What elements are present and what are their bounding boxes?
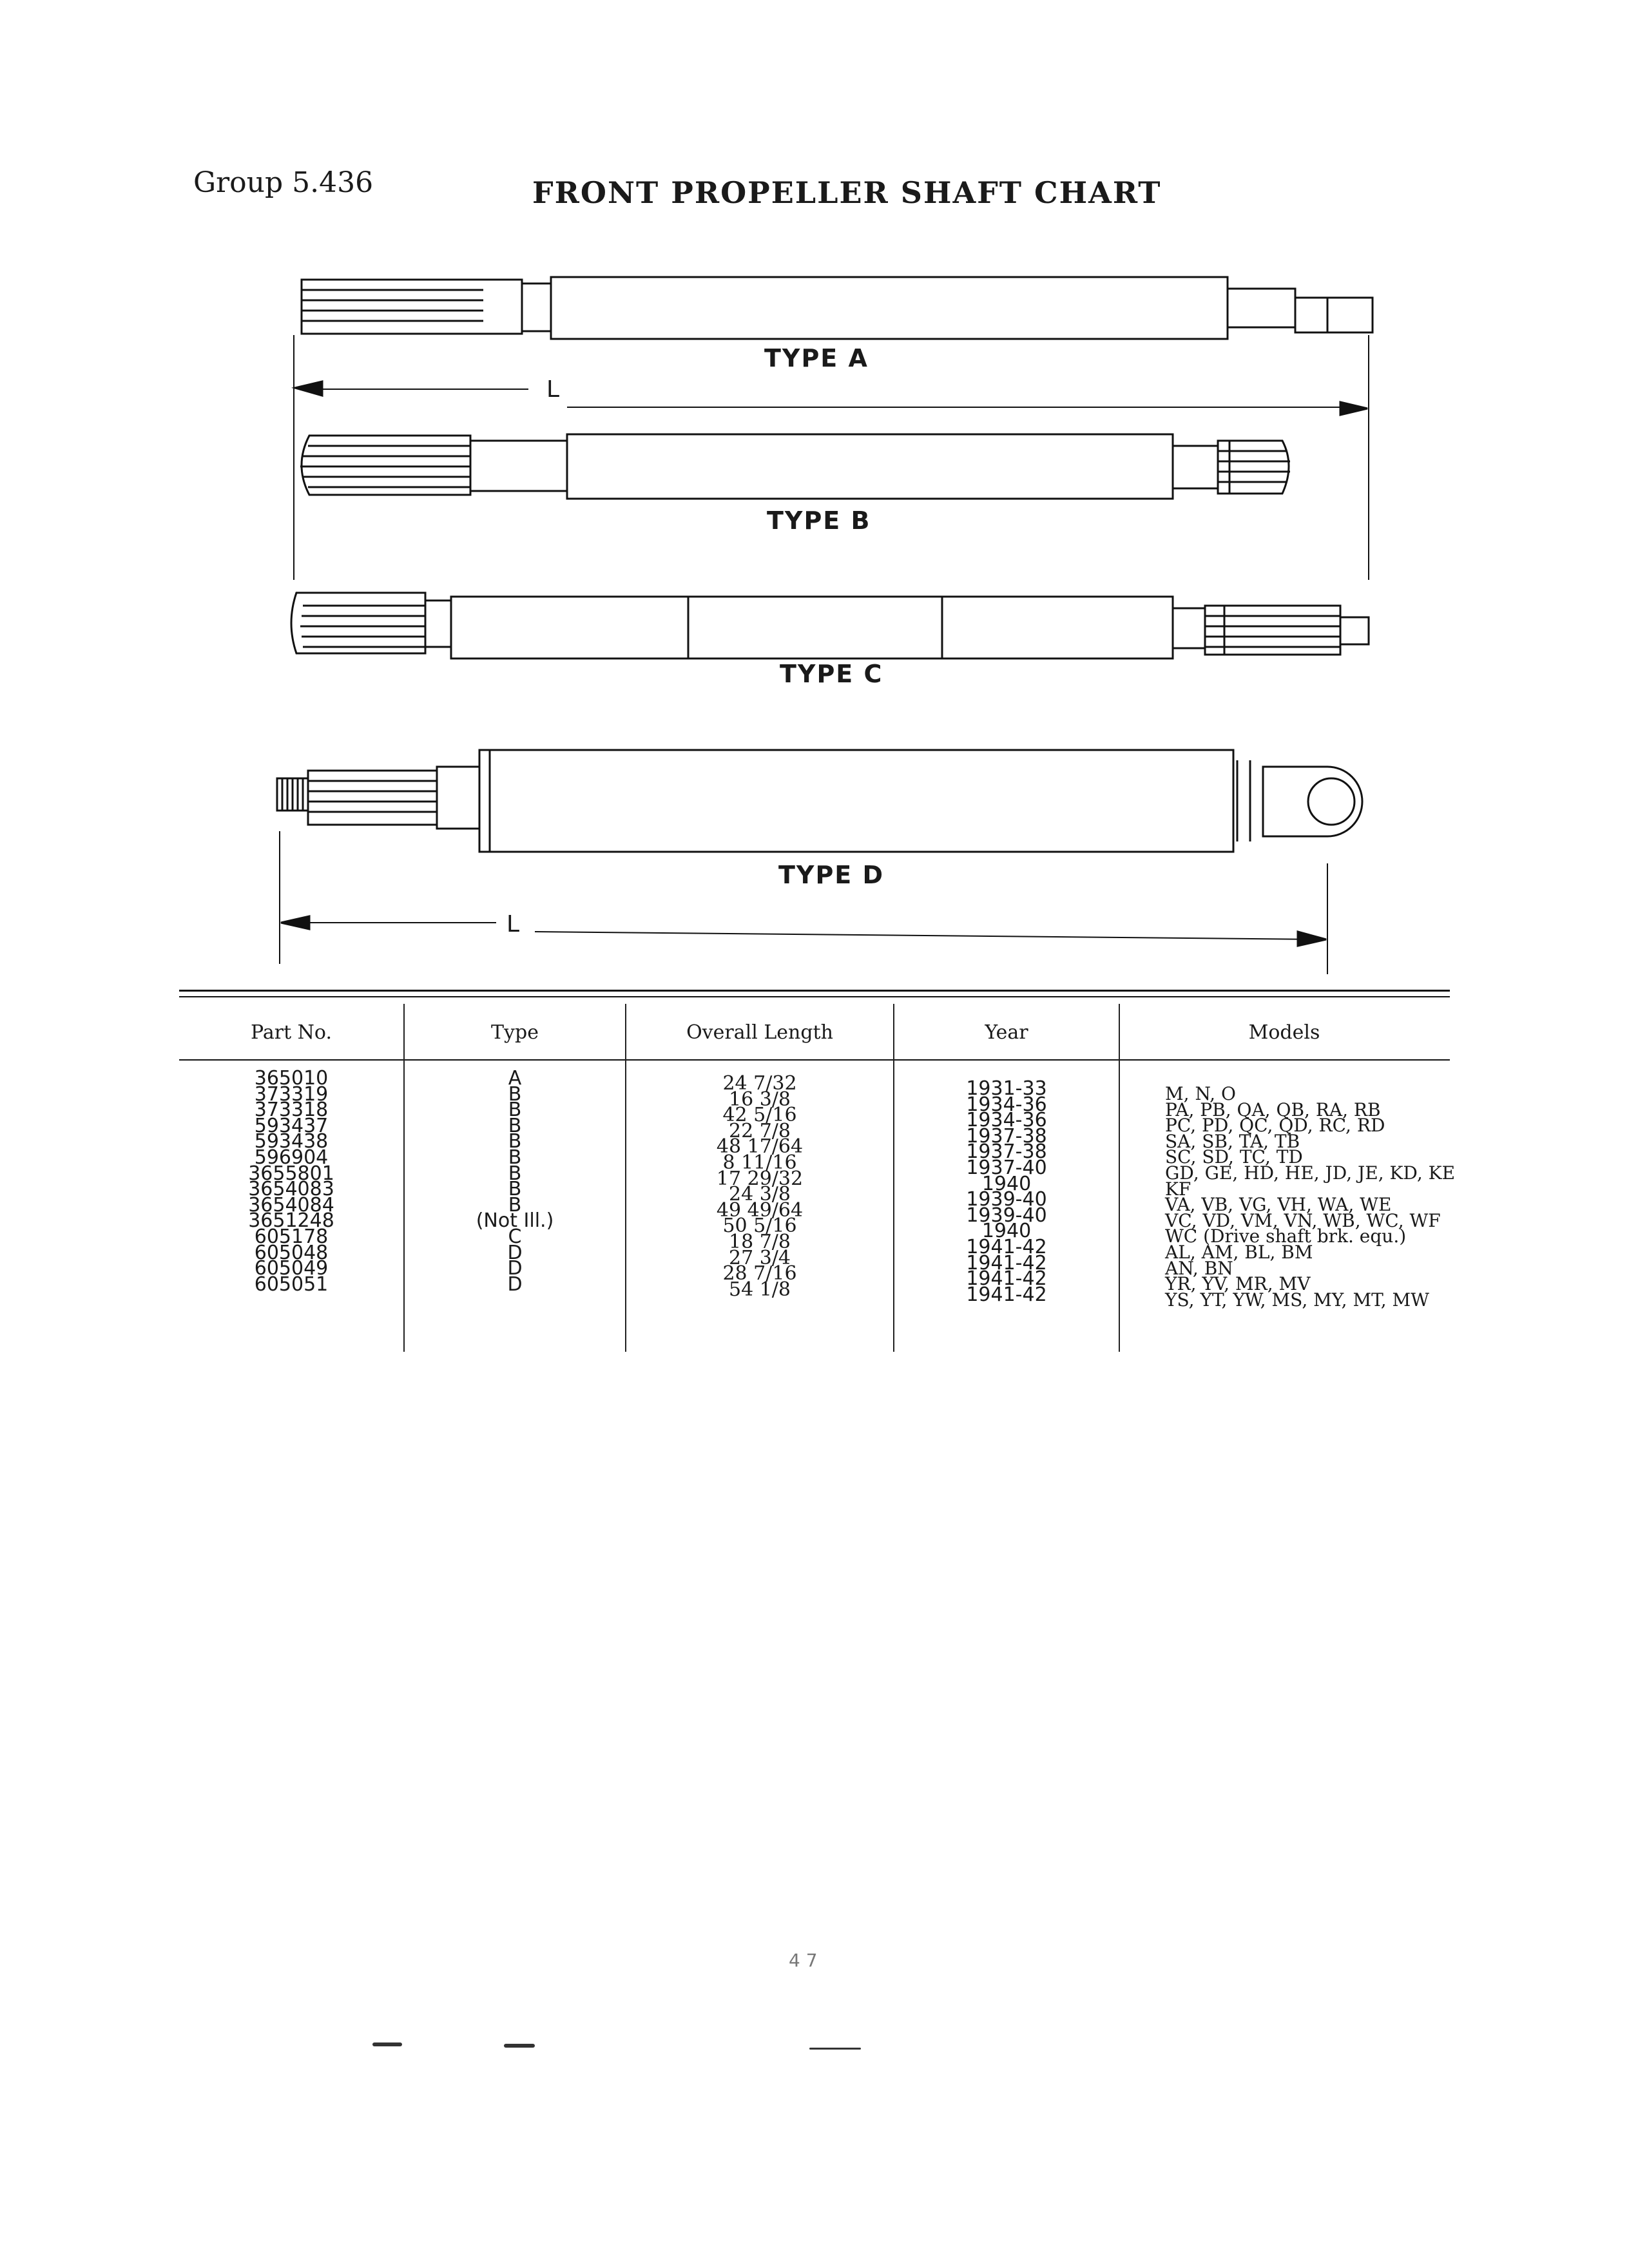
table-cell-part: 3654083	[248, 1178, 334, 1201]
table-cell-year: 1941-42	[966, 1235, 1047, 1258]
table-cell-year: 1931-33	[966, 1077, 1047, 1100]
shaft-type-c	[291, 593, 1369, 658]
table-cell-year: 1941-42	[966, 1283, 1047, 1306]
table-cell-year: 1937-38	[966, 1124, 1047, 1148]
table-cell-year: 1934-36	[966, 1109, 1047, 1132]
table-cell-part: 596904	[254, 1146, 329, 1169]
table-cell-year: 1940	[981, 1220, 1032, 1243]
table-cell-models: KF	[1165, 1178, 1191, 1200]
length-label-bottom: L	[506, 911, 520, 937]
table-cell-length: 42 5/16	[722, 1104, 797, 1127]
table-cell-year: 1937-38	[966, 1140, 1047, 1164]
type-b-label: TYPE B	[767, 506, 871, 535]
table-cell-length: 50 5/16	[722, 1215, 797, 1238]
table-cell-models: YR, YV, MR, MV	[1165, 1273, 1311, 1295]
table-cell-length: 27 3/4	[729, 1246, 791, 1269]
scan-mark	[504, 2044, 535, 2048]
table-cell-type: D	[507, 1257, 523, 1280]
table-cell-part: 605178	[254, 1225, 329, 1248]
table-cell-type: B	[508, 1082, 522, 1106]
table-cell-type: D	[507, 1273, 523, 1296]
table-cell-type: B	[508, 1099, 522, 1122]
table-cell-year: 1937-40	[966, 1156, 1047, 1179]
header-overall-length: Overall Length	[686, 1021, 833, 1044]
table-cell-models: YS, YT, YW, MS, MY, MT, MW	[1165, 1289, 1429, 1311]
header-part-no: Part No.	[251, 1021, 332, 1044]
table-cell-models: SC, SD, TC, TD	[1165, 1146, 1303, 1168]
table-cell-models: M, N, O	[1165, 1083, 1236, 1104]
table-cell-part: 373318	[254, 1099, 329, 1122]
part-number-column	[179, 1067, 403, 1296]
table-cell-models: AL, AM, BL, BM	[1165, 1241, 1313, 1263]
length-label-top: L	[546, 376, 560, 403]
year-column	[894, 1077, 1119, 1306]
scan-mark	[372, 2042, 402, 2046]
table-cell-part: 605049	[254, 1257, 329, 1280]
type-column	[405, 1067, 625, 1296]
table-cell-type: B	[508, 1146, 522, 1169]
table-cell-models: VA, VB, VG, VH, WA, WE	[1165, 1194, 1392, 1216]
column-divider	[1119, 1004, 1120, 1352]
table-cell-length: 16 3/8	[729, 1088, 791, 1111]
overall-length-column	[626, 1072, 893, 1301]
table-cell-type: (Not Ill.)	[476, 1209, 554, 1233]
table-cell-length: 8 11/16	[722, 1151, 797, 1174]
table-cell-length: 22 7/8	[729, 1119, 791, 1142]
table-cell-part: 3654084	[248, 1193, 334, 1216]
table-cell-part: 3655801	[248, 1162, 334, 1185]
table-cell-type: D	[507, 1241, 523, 1264]
table-cell-part: 605051	[254, 1273, 329, 1296]
table-cell-year: 1934-36	[966, 1093, 1047, 1116]
table-cell-length: 28 7/16	[722, 1262, 797, 1285]
table-cell-part: 365010	[254, 1067, 329, 1090]
table-cell-type: B	[508, 1162, 522, 1185]
table-rule	[179, 996, 1450, 997]
table-rule	[179, 990, 1450, 992]
table-cell-length: 17 29/32	[716, 1167, 804, 1190]
table-cell-length: 24 3/8	[729, 1183, 791, 1206]
table-cell-models: PC, PD, QC, QD, RC, RD	[1165, 1115, 1385, 1137]
shaft-type-d	[277, 750, 1362, 852]
table-cell-part: 373319	[254, 1082, 329, 1106]
page-title: FRONT PROPELLER SHAFT CHART	[532, 175, 1162, 210]
shaft-type-b	[300, 434, 1290, 499]
table-cell-type: B	[508, 1178, 522, 1201]
header-year: Year	[985, 1021, 1028, 1044]
header-rule	[179, 1059, 1450, 1061]
table-cell-length: 54 1/8	[729, 1278, 791, 1301]
table-cell-length: 48 17/64	[716, 1135, 804, 1158]
header-type: Type	[491, 1021, 539, 1044]
table-cell-length: 18 7/8	[729, 1230, 791, 1253]
table-cell-type: A	[508, 1067, 522, 1090]
table-cell-type: B	[508, 1193, 522, 1216]
table-cell-type: C	[508, 1225, 522, 1248]
table-cell-part: 593437	[254, 1114, 329, 1137]
table-cell-year: 1940	[981, 1172, 1032, 1195]
table-cell-type: B	[508, 1114, 522, 1137]
table-cell-part: 593438	[254, 1130, 329, 1153]
group-number: Group 5.436	[193, 166, 374, 199]
table-cell-year: 1939-40	[966, 1204, 1047, 1227]
models-column	[1165, 1083, 1456, 1311]
page-number: 4 7	[789, 1950, 818, 1971]
header-models: Models	[1248, 1021, 1320, 1044]
table-cell-year: 1939-40	[966, 1188, 1047, 1211]
shaft-drawings	[0, 0, 1629, 979]
type-a-label: TYPE A	[764, 344, 869, 372]
table-cell-part: 3651248	[248, 1209, 334, 1233]
table-cell-models: SA, SB, TA, TB	[1165, 1130, 1300, 1152]
type-d-label: TYPE D	[778, 861, 885, 889]
table-cell-models: AN, BN	[1165, 1257, 1233, 1279]
table-cell-part: 605048	[254, 1241, 329, 1264]
table-cell-length: 49 49/64	[716, 1198, 804, 1222]
table-cell-models: GD, GE, HD, HE, JD, JE, KD, KE	[1165, 1162, 1456, 1184]
table-header	[179, 1004, 1450, 1061]
table-cell-type: B	[508, 1130, 522, 1153]
shaft-type-a	[302, 277, 1373, 339]
table-cell-models: VC, VD, VM, VN, WB, WC, WF	[1165, 1209, 1441, 1231]
scan-mark	[809, 2048, 861, 2050]
type-c-label: TYPE C	[780, 660, 883, 688]
table-cell-length: 24 7/32	[722, 1072, 797, 1095]
table-cell-models: PA, PB, QA, QB, RA, RB	[1165, 1099, 1381, 1120]
table-cell-year: 1941-42	[966, 1267, 1047, 1291]
table-cell-models: WC (Drive shaft brk. equ.)	[1165, 1225, 1407, 1247]
table-cell-year: 1941-42	[966, 1251, 1047, 1274]
